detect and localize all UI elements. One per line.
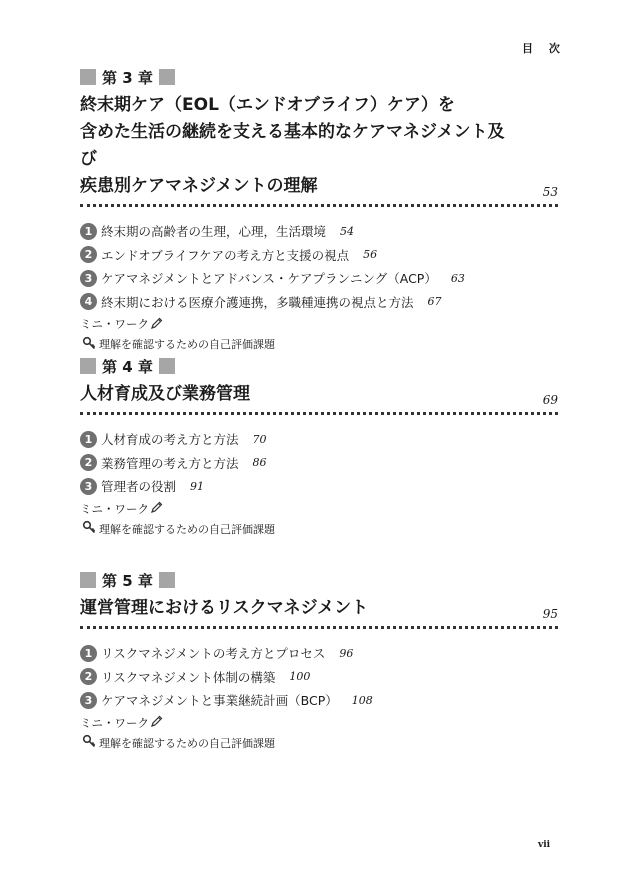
self-evaluation-label: 理解を確認するための自己評価課題	[99, 338, 275, 351]
label-block-left	[80, 572, 96, 588]
section-page-number: 63	[450, 271, 465, 285]
mini-work[interactable]	[80, 499, 558, 519]
chapter-title	[80, 381, 558, 408]
chapter-title-line: 疾患別ケアマネジメントの理解	[80, 176, 318, 196]
self-evaluation[interactable]	[82, 519, 558, 539]
self-evaluation[interactable]	[82, 334, 558, 354]
label-block-left	[80, 358, 96, 374]
key-icon	[82, 734, 96, 751]
section-page-number: 67	[427, 295, 442, 308]
section-list	[80, 428, 558, 497]
chapter-page-number: 95	[542, 607, 558, 621]
mini-work-label: ミニ・ワーク	[80, 317, 149, 331]
chapter-3	[80, 66, 558, 354]
section-number-badge: 3	[80, 478, 97, 495]
section-title: リスクマネジメント体制の構築	[101, 669, 276, 685]
chapter-label	[80, 66, 558, 88]
section-title: 人材育成の考え方と方法	[101, 432, 239, 447]
dotted-rule	[80, 412, 558, 415]
section-number-badge: 2	[80, 454, 97, 471]
mini-work[interactable]	[80, 713, 558, 733]
section-title: エンドオブライフケアの考え方と支援の視点	[101, 247, 350, 263]
section-entry[interactable]	[80, 291, 558, 313]
label-block-right	[159, 358, 175, 374]
section-number-badge: 3	[80, 692, 97, 709]
section-title: 管理者の役割	[101, 479, 177, 494]
section-entry[interactable]	[80, 220, 558, 242]
chapter-title-block	[80, 595, 558, 622]
self-evaluation-label: 理解を確認するための自己評価課題	[99, 522, 275, 536]
section-number-badge: 1	[80, 223, 97, 240]
section-number-badge: 1	[80, 645, 97, 662]
section-title: ケアマネジメントとアドバンス・ケアプランニング（ACP）	[101, 271, 437, 286]
chapter-label	[80, 355, 558, 377]
section-page-number: 70	[252, 432, 267, 446]
section-number-badge: 2	[80, 668, 97, 685]
pencil-icon	[151, 317, 163, 332]
label-block-left	[80, 69, 96, 85]
self-evaluation[interactable]	[82, 733, 558, 753]
section-title: 終末期における医療介護連携，多職種連携の視点と方法	[101, 294, 414, 310]
chapter-number: 第 4 章	[102, 357, 153, 376]
section-title: 業務管理の考え方と方法	[101, 455, 239, 471]
dotted-rule	[80, 204, 558, 207]
chapter-title-line: 含めた生活の継続を支える基本的なケアマネジメント及び	[80, 122, 505, 169]
section-number-badge: 2	[80, 246, 97, 263]
chapter-title-line: 運営管理におけるリスクマネジメント	[80, 598, 369, 618]
chapter-number: 第 3 章	[102, 68, 153, 87]
section-page-number: 91	[190, 479, 205, 493]
section-page-number: 56	[363, 248, 378, 261]
mini-work-label: ミニ・ワーク	[80, 501, 149, 516]
pencil-icon	[151, 715, 163, 730]
section-entry[interactable]	[80, 452, 558, 474]
chapter-title-line: 終末期ケア（EOL（エンドオブライフ）ケア）を	[80, 95, 455, 115]
section-entry[interactable]	[80, 666, 558, 688]
section-page-number: 86	[252, 456, 267, 469]
chapter-title-line: 人材育成及び業務管理	[80, 384, 250, 404]
chapter-number: 第 5 章	[102, 571, 153, 590]
section-title: ケアマネジメントと事業継続計画（BCP）	[101, 693, 338, 708]
page-folio: vii	[538, 840, 551, 850]
chapter-label	[80, 569, 558, 591]
section-title: 終末期の高齢者の生理，心理，生活環境	[101, 224, 327, 239]
section-page-number: 54	[340, 224, 355, 238]
section-number-badge: 3	[80, 270, 97, 287]
key-icon	[82, 520, 96, 537]
dotted-rule	[80, 626, 558, 629]
mini-work-label: ミニ・ワーク	[80, 715, 149, 730]
section-entry[interactable]	[80, 244, 558, 266]
pencil-icon	[151, 501, 163, 516]
chapter-title	[80, 595, 558, 622]
chapter-title	[80, 92, 558, 200]
section-entry[interactable]	[80, 642, 558, 664]
chapter-title-block	[80, 381, 558, 408]
chapter-title-block	[80, 92, 558, 200]
section-entry[interactable]	[80, 428, 558, 450]
key-icon	[82, 336, 96, 353]
chapter-4	[80, 355, 558, 539]
section-page-number: 108	[351, 693, 373, 707]
label-block-right	[159, 69, 175, 85]
chapter-page-number: 69	[542, 393, 558, 407]
chapter-5	[80, 569, 558, 753]
chapter-page-number: 53	[542, 185, 558, 199]
section-title: リスクマネジメントの考え方とプロセス	[101, 646, 326, 661]
self-evaluation-label: 理解を確認するための自己評価課題	[99, 736, 275, 750]
section-list	[80, 642, 558, 711]
section-list	[80, 220, 558, 313]
running-header: 目 次	[522, 42, 566, 55]
section-entry[interactable]	[80, 689, 558, 711]
section-number-badge: 1	[80, 431, 97, 448]
section-number-badge: 4	[80, 293, 97, 310]
section-page-number: 100	[289, 670, 311, 683]
section-entry[interactable]	[80, 475, 558, 497]
section-entry[interactable]	[80, 267, 558, 289]
mini-work[interactable]	[80, 314, 558, 334]
section-page-number: 96	[339, 646, 354, 660]
label-block-right	[159, 572, 175, 588]
